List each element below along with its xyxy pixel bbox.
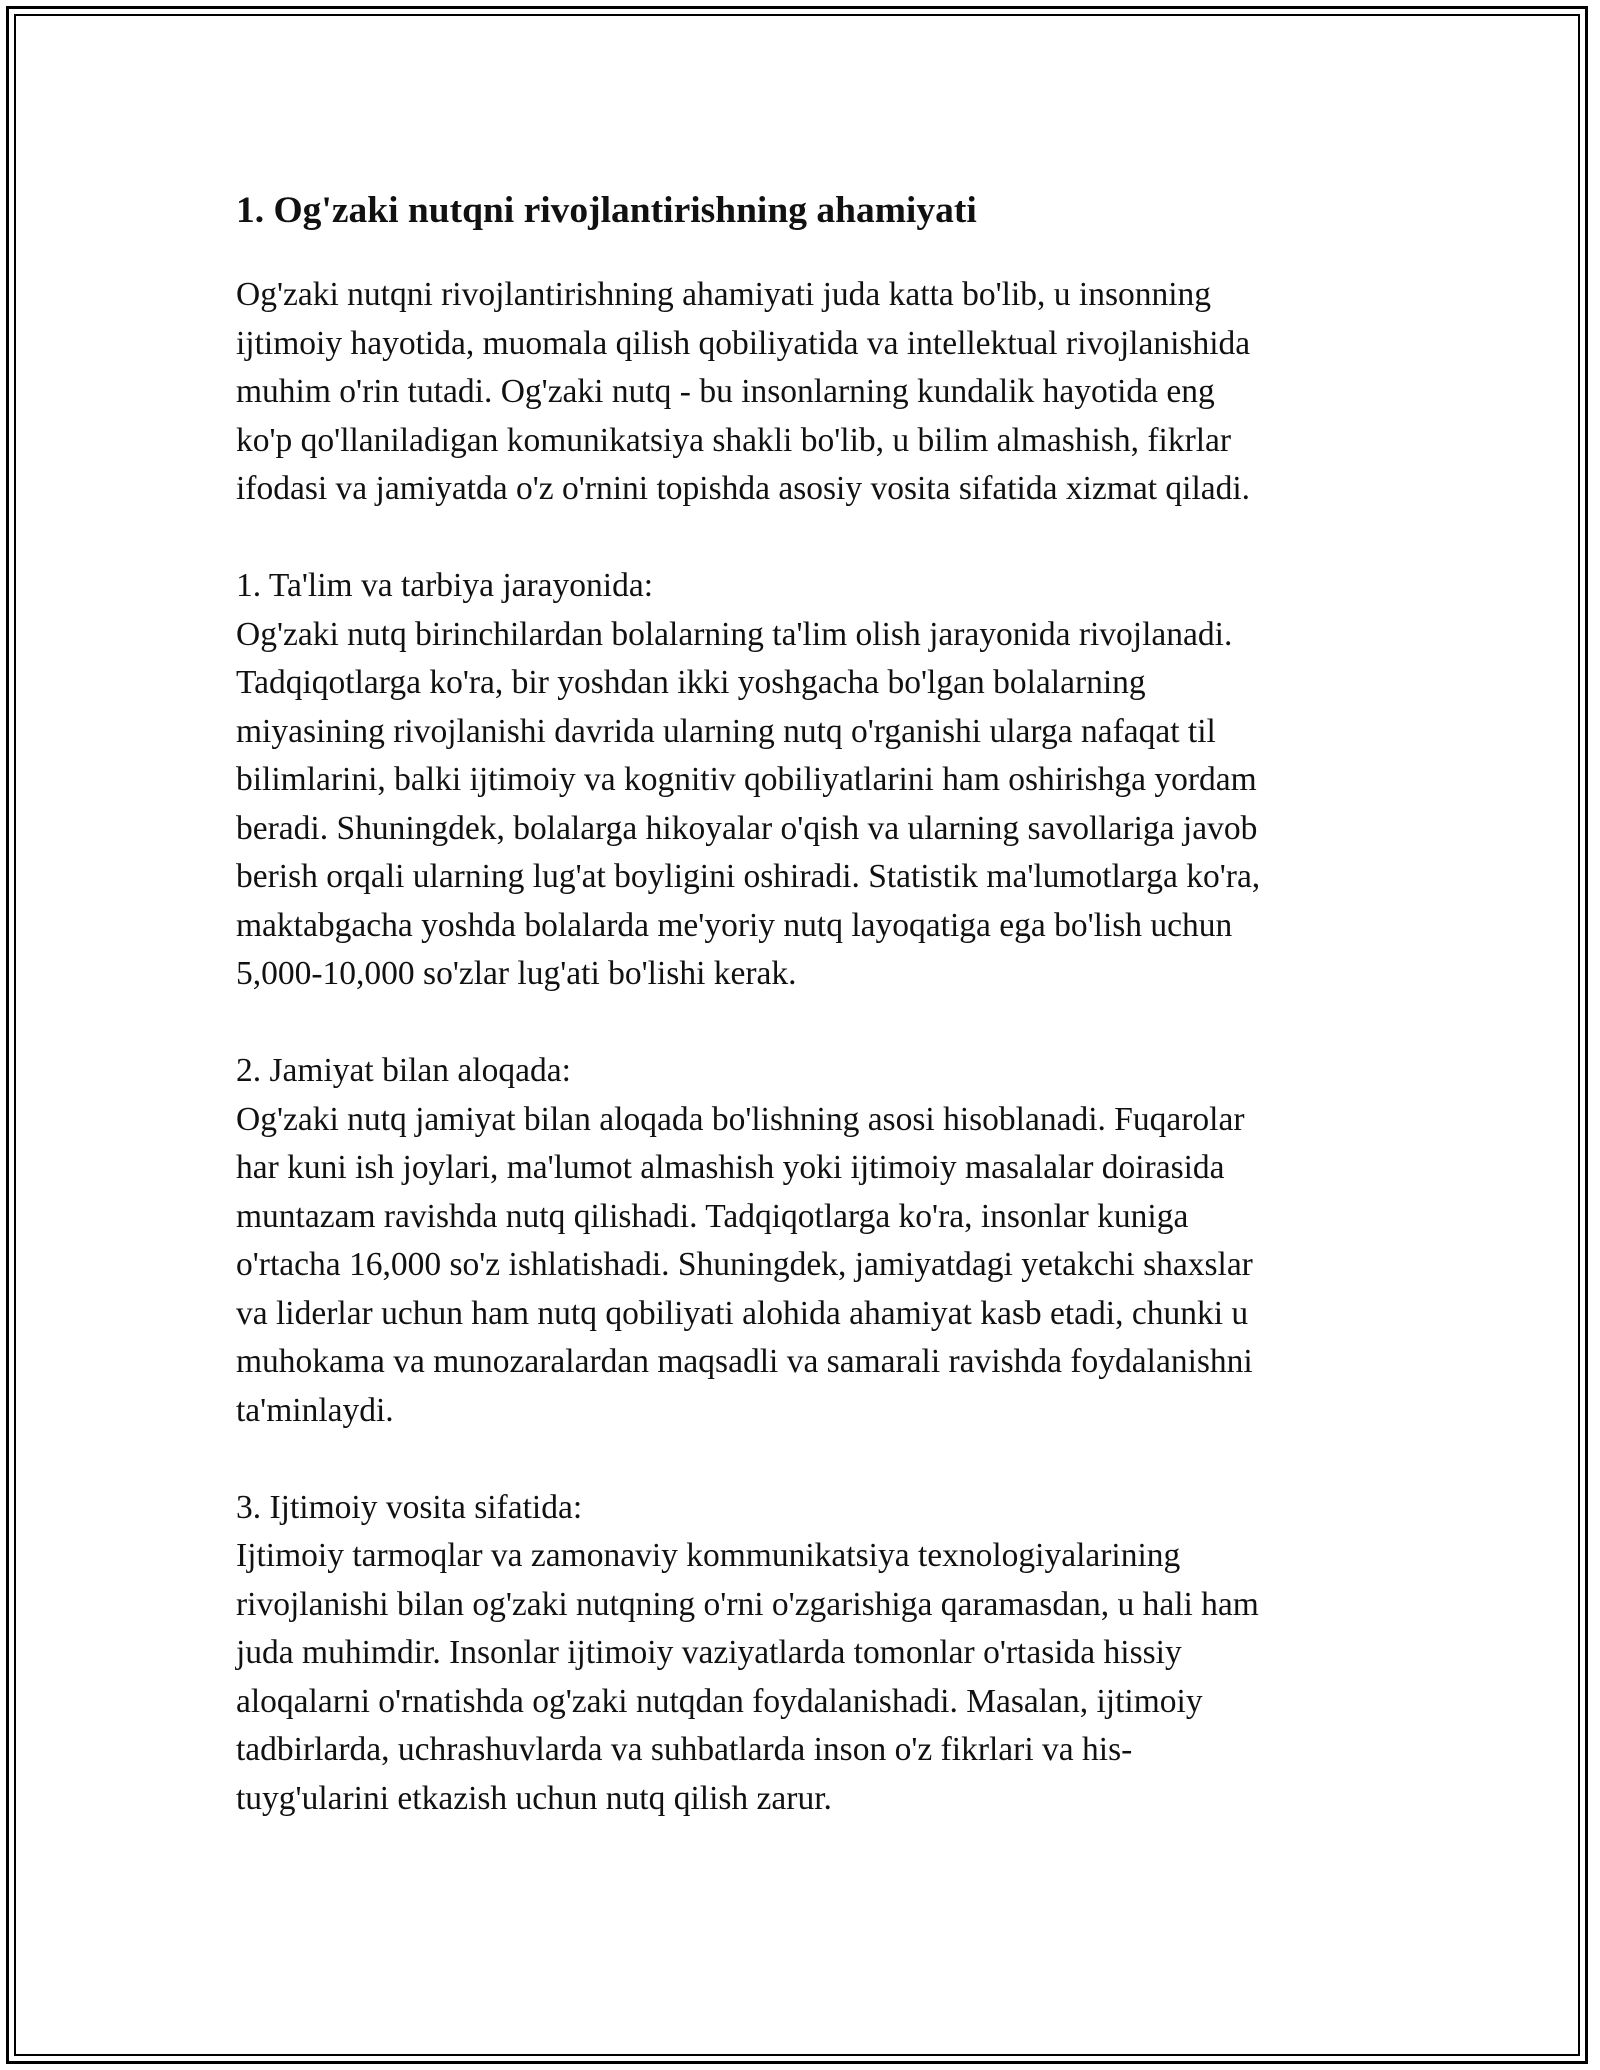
intro-paragraph: Og'zaki nutqni rivojlantirishning ahamiyati juda katta bo'lib, u insonning ijtimoiy hayotida, muomala qilish qobiliyatida va intellektual rivojlanishida muhim o'rin tutadi. Og'zaki nutq - bu insonlarning kundalik hayotida eng ko'p qo'llaniladigan komunikatsiya shakli bo'lib, u bilim almashish, fikrlar ifodasi va jamiyatda o'z o'rnini topishda asosiy vosita sifatida xizmat qiladi. <box>236 276 1251 507</box>
section-heading: 1. Ta'lim va tarbiya jarayonida: <box>236 567 654 604</box>
section-education <box>236 562 1366 999</box>
section-heading: 3. Ijtimoiy vosita sifatida: <box>236 1488 583 1526</box>
section-social-tool <box>236 1484 1366 1824</box>
section-society <box>236 1047 1366 1435</box>
document-title: 1. Og'zaki nutqni rivojlantirishning ahamiyati <box>236 190 977 231</box>
section-heading: 2. Jamiyat bilan aloqada: <box>236 1052 571 1089</box>
section-body: Og'zaki nutq birinchilardan bolalarning ta'lim olish jarayonida rivojlanadi. Tadqiqotlarga ko'ra, bir yoshdan ikki yoshgacha bo'lgan bolalarning miyasining rivojlanishi davrida ularning nutq o'rganishi ularga nafaqat til bilimlarini, balki ijtimoiy va kognitiv qobiliyatlarini ham oshirishga yordam beradi. Shuningdek, bolalarga hikoyalar o'qish va ularning savollariga javob berish orqali ularning lug'at boyligini oshiradi. Statistik ma'lumotlarga ko'ra, maktabgacha yoshda bolalarda me'yoriy nutq layoqatiga ega bo'lish uchun 5,000-10,000 so'zlar lug'ati bo'lishi kerak. <box>236 615 1261 992</box>
section-body: Ijtimoiy tarmoqlar va zamonaviy kommunikatsiya texnologiyalarining rivojlanishi bilan og'zaki nutqning o'rni o'zgarishiga qaramasdan, u hali ham juda muhimdir. Insonlar ijtimoiy vaziyatlarda tomonlar o'rtasida hissiy aloqalarni o'rnatishda og'zaki nutqdan foydalanishadi. Masalan, ijtimoiy tadbirlarda, uchrashuvlarda va suhbatlarda inson o'z fikrlari va his- tuyg'ularini etkazish uchun nutq qilish zarur. <box>236 1537 1259 1817</box>
document-body <box>236 185 1366 1823</box>
section-body: Og'zaki nutq jamiyat bilan aloqada bo'lishning asosi hisoblanadi. Fuqarolar har kuni ish joylari, ma'lumot almashish yoki ijtimoiy masalalar doirasida muntazam ravishda nutq qilishadi. Tadqiqotlarga ko'ra, insonlar kuniga o'rtacha 16,000 so'z ishlatishadi. Shuningdek, jamiyatdagi yetakchi shaxslar va liderlar uchun ham nutq qobiliyati alohida ahamiyat kasb etadi, chunki u muhokama va munozaralardan maqsadli va samarali ravishda foydalanishni ta'minlaydi. <box>236 1100 1253 1429</box>
